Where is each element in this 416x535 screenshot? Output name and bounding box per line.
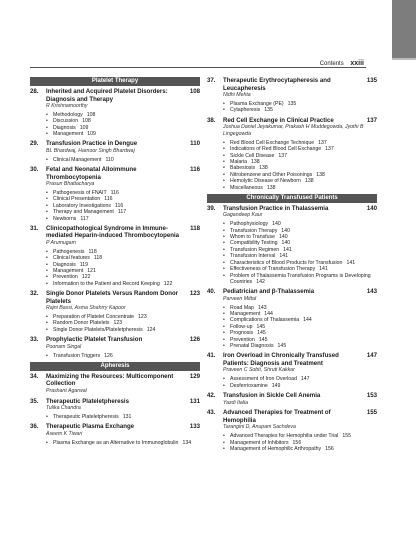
subtopic-title: Assessment of Iron Overload [230,376,297,383]
chapter-number: 30. [30,166,39,174]
subtopic-page: 138 [266,184,276,191]
chapter-page: 137 [366,116,377,124]
subtopic-title: Sickle Cell Disease [230,152,275,159]
chapter-line[interactable] [30,336,200,344]
subtopic-title: Pathogenesis [53,248,85,255]
chapter-line[interactable] [30,373,200,388]
subtopic-title: Preparation of Platelet Concentrate [53,313,135,320]
subtopic-page: 135 [264,107,273,114]
subtopic-title: Cytapheresis [230,107,261,114]
subtopic-title: Random Donor Platelets [53,320,110,327]
subtopic-title: Therapy and Management [53,209,114,216]
subtopic-item[interactable] [223,383,377,389]
subtopic-page: 149 [271,382,281,389]
subtopic-title: Plasma Exchange as an Alternative to Immunoglobulin [53,439,179,446]
chapter-authors: R Krishnamoorthy [46,103,88,109]
subtopic-page: 138 [316,171,325,178]
subtopic-page: 108 [86,111,96,118]
chapter-line[interactable] [207,352,377,367]
subtopic-page: 143 [257,304,267,311]
subtopic-title: Clinical Management [53,156,102,163]
subtopic-item[interactable] [46,353,200,359]
toc-entry[interactable] [30,373,200,395]
subtopic-page: 118 [88,248,97,255]
chapter-page: 155 [366,409,377,417]
chapter-number: 39. [207,204,216,212]
subtopic-title: Malaria [230,158,248,165]
subtopic-item[interactable] [223,446,377,452]
subtopic-page: 141 [279,253,289,260]
chapter-authors: Parveen Mittal [223,295,257,302]
section-heading: Platelet Therapy [30,77,200,86]
subtopic-title: Plasma Exchange (PE) [230,100,284,107]
subtopic-title: Diagnosis [53,261,76,268]
chapter-title[interactable]: Transfusion Practice in Thalassemia [223,204,329,212]
subtopic-page: 155 [342,433,351,440]
subtopic-title: Effectiveness of Transfusion Therapy [230,266,316,273]
subtopic-page: 131 [122,414,132,420]
toc-column-right [207,77,377,455]
section-heading: Chronically Transfused Patients [207,194,377,203]
subtopic-list [207,140,377,191]
chapter-title[interactable]: Inherited and Acquired Platelet Disorders: Diagnosis and Therapy [46,88,168,103]
subtopic-page: 141 [346,259,356,266]
chapter-line[interactable] [207,77,377,92]
subtopic-page: 134 [182,439,192,446]
subtopic-page: 123 [113,320,123,327]
subtopic-title: Newborns [53,215,77,222]
subtopic-page: 140 [281,227,290,234]
subtopic-title: Compatibility Testing [230,240,278,247]
subtopic-page: 123 [138,313,147,320]
chapter-authors: Praveen C Sobti, Shruti Kakkar [223,367,295,374]
subtopic-title: Whom to Transfuse [230,234,275,241]
subtopic-title: Pathophysiology [230,221,269,228]
subtopic-title: Babesiosis [230,165,256,172]
subtopic-title: Road Map [230,304,254,311]
chapter-page: 110 [190,140,200,148]
chapter-number: 42. [207,392,216,400]
subtopic-title: Management of Inhibitors [230,439,289,446]
subtopic-page: 109 [79,124,89,131]
subtopic-page: 110 [105,156,114,163]
chapter-line[interactable] [207,392,377,400]
subtopic-title: Single Donor Platelets/Plateletpheresis [53,326,143,333]
subtopic-title: Information to the Patient and Record Keeping [53,280,160,287]
subtopic-title: Complications of Thalassemia [230,317,300,324]
chapter-page: 118 [190,224,200,232]
subtopic-page: 137 [318,139,327,146]
subtopic-item[interactable] [46,440,200,446]
chapter-title[interactable]: Pediatrician and β-Thalassemia [223,288,315,296]
chapter-title[interactable]: Transfusion in Sickle Cell Anemia [223,392,321,400]
subtopic-page: 140 [278,234,288,241]
subtopic-page: 138 [259,165,268,172]
subtopic-list [207,221,377,285]
chapter-number: 33. [30,336,39,344]
subtopic-title: Prevention [53,274,78,281]
subtopic-title: Transfusion Triggers [53,352,101,359]
toc-entry[interactable] [207,77,377,114]
toc-entry[interactable] [30,336,200,359]
toc-entry[interactable] [30,140,200,163]
subtopic-list [30,249,200,287]
chapter-number: 31. [30,224,39,232]
subtopic-title: Management [230,311,261,318]
subtopic-title: Transfusion Regimen [230,246,280,253]
subtopic-page: 119 [79,261,89,268]
chapter-page: 153 [366,392,377,400]
chapter-page: 123 [189,290,200,298]
chapter-line[interactable] [207,117,377,125]
chapter-line[interactable] [207,205,377,213]
subtopic-title: Pathogenesis of FNAIT [53,189,107,196]
chapter-number: 28. [30,88,39,95]
chapter-number: 35. [30,397,39,405]
subtopic-page: 156 [292,439,302,446]
chapter-title[interactable]: Maximizing the Resources: Multicomponent Collection [46,372,174,388]
subtopic-item[interactable] [46,216,200,222]
subtopic-title: Prognosis [230,330,254,337]
toc-entry[interactable] [30,398,200,421]
chapter-title[interactable]: Iron Overload in Chronically Transfused Patients: Diagnosis and Treatment [223,352,339,367]
chapter-authors: Prashant Agarwal [46,387,87,394]
subtopic-page: 156 [325,445,334,452]
subtopic-page: 118 [93,255,103,262]
toc-entry[interactable] [30,88,200,137]
subtopic-page: 137 [278,152,288,159]
chapter-page: 108 [189,88,200,95]
subtopic-page: 122 [163,280,173,287]
subtopic-page: 141 [283,246,292,253]
subtopic-page: 142 [256,278,265,285]
chapter-authors: Tulika Chandra [46,405,81,412]
chapter-page: 135 [366,77,377,84]
subtopic-page: 109 [87,131,96,138]
subtopic-page: 117 [117,209,127,216]
chapter-line[interactable] [30,225,200,240]
subtopic-title: Management of Hemophilic Arthropathy [230,445,322,452]
chapter-page: 140 [366,204,377,212]
subtopic-page: 117 [80,215,89,222]
subtopic-title: Prevention [230,336,255,343]
chapter-number: 40. [207,288,216,296]
chapter-authors: Yazdi Italia [223,399,248,406]
subtopic-list [30,414,200,420]
header-rule [30,67,366,68]
chapter-number: 37. [207,77,216,84]
subtopic-page: 140 [281,240,291,247]
subtopic-list [30,440,200,446]
chapter-line[interactable] [30,166,200,181]
chapter-page: 126 [189,336,200,344]
subtopic-title: Red Blood Cell Exchange Technique [230,139,315,146]
chapter-line[interactable] [30,140,200,148]
subtopic-list [30,157,200,163]
chapter-title[interactable]: Therapeutic Erythrocytapheresis and Leucapheresis [223,77,331,92]
subtopic-title: Prenatal Diagnosis [230,343,274,350]
section-heading: Apheresis [30,362,200,371]
subtopic-page: 144 [264,311,273,318]
running-header [320,60,364,67]
subtopic-page: 145 [256,323,266,330]
subtopic-list [30,190,200,222]
subtopic-title: Characteristics of Blood Products for Transfusion [230,259,343,266]
subtopic-page: 145 [258,336,268,343]
chapter-title[interactable]: Advanced Therapies for Treatment of Hemophilia [223,409,331,424]
subtopic-title: Advanced Therapies for Hemophilia under Trial [230,433,339,440]
subtopic-page: 108 [82,118,91,125]
subtopic-page: 116 [110,189,119,196]
chapter-number: 38. [207,116,216,124]
subtopic-title: Laboratory Investigations [53,202,111,209]
subtopic-item[interactable] [46,157,200,163]
chapter-title[interactable]: Clinicopathological Syndrome in Immune-mediated Heparin-induced Thrombocytopenia [46,224,180,240]
chapter-number: 43. [207,409,216,417]
subtopic-page: 138 [251,158,260,165]
chapter-title[interactable]: Therapeutic Plateletpheresis [46,397,129,405]
subtopic-page: 135 [287,100,297,107]
header-title: Contents [319,61,344,67]
subtopic-title: Diagnosis [53,124,76,131]
chapter-authors: Prasun Bhattacharya [46,181,95,188]
toc-entry[interactable] [207,392,377,406]
chapter-page: 147 [366,352,377,360]
toc-entry[interactable] [207,205,377,285]
subtopic-item[interactable] [223,107,377,113]
chapter-title[interactable]: Single Donor Platelets Versus Random Donor Platelets [46,290,179,305]
page-edge-tab [392,0,416,58]
subtopic-title: Clinical features [53,255,90,262]
subtopic-item[interactable] [223,273,377,286]
subtopic-title: Clinical Presentation [53,196,101,203]
subtopic-page: 140 [272,221,281,228]
chapter-line[interactable] [30,398,200,406]
chapter-authors: Poonam Singal [46,343,82,350]
chapter-title[interactable]: Fetal and Neonatal Alloimmune Thrombocytopenia [46,166,137,181]
subtopic-title: Therapeutic Plateletpheresis [53,414,119,420]
subtopic-list [207,101,377,114]
subtopic-title: Discussion [53,118,79,125]
subtopic-list [30,353,200,359]
toc-column-left [30,77,200,449]
subtopic-item[interactable] [223,185,377,191]
subtopic-page: 122 [81,274,91,281]
chapter-line[interactable] [207,409,377,424]
subtopic-item[interactable] [223,343,377,349]
subtopic-title: Miscellaneous [230,184,263,191]
toc-entry[interactable] [30,166,200,222]
toc-entry[interactable] [30,225,200,287]
chapter-authors: P Arumugam [46,239,76,246]
chapter-authors: Gagandeep Kaur [223,212,263,219]
subtopic-list [207,433,377,452]
subtopic-item[interactable] [46,281,200,287]
chapter-authors: Rajni Bassi, Asma Shahrry Kapoor [46,305,126,312]
chapter-title[interactable]: Therapeutic Plasma Exchange [46,423,135,431]
subtopic-page: 145 [277,343,287,350]
chapter-page: 143 [366,288,377,296]
subtopic-page: 137 [325,146,334,153]
toc-entry[interactable] [30,423,200,446]
subtopic-page: 145 [257,330,266,337]
subtopic-title: Methodology [53,111,83,118]
toc-entry[interactable] [207,409,377,452]
subtopic-item[interactable] [46,131,200,137]
chapter-number: 29. [30,140,39,148]
chapter-line[interactable] [30,88,200,103]
chapter-number: 41. [207,352,216,360]
chapter-line[interactable] [207,288,377,296]
chapter-page: 116 [190,166,200,174]
subtopic-list [207,376,377,389]
chapter-page: 133 [189,423,200,431]
toc-entry[interactable] [207,117,377,191]
subtopic-page: 121 [87,267,96,274]
subtopic-list [30,112,200,138]
chapter-page: 129 [189,372,200,380]
chapter-page: 131 [189,397,200,405]
chapter-number: 34. [30,372,39,380]
subtopic-title: Transfusion Interval [230,253,276,260]
chapter-authors: Tarangini D, Anupam Sachdeva [223,424,296,431]
toc-entry[interactable] [207,288,377,349]
subtopic-item[interactable] [46,414,200,420]
subtopic-page: 124 [146,326,156,333]
subtopic-title: Desferrioxamine [230,382,268,389]
subtopic-page: 144 [303,317,312,324]
subtopic-title: Transfusion Therapy [230,227,278,234]
chapter-title[interactable]: Prophylactic Platelet Transfusion [46,336,143,344]
subtopic-list [30,314,200,333]
subtopic-page: 116 [114,202,124,209]
subtopic-page: 141 [319,266,328,273]
chapter-title[interactable]: Transfusion Practice in Dengue [46,140,138,148]
chapter-number: 36. [30,423,39,431]
subtopic-title: Problem of Thalassemia Transfusion Programs is Developing Countries [230,272,371,285]
subtopic-list [207,305,377,350]
subtopic-title: Management [53,267,84,274]
subtopic-page: 116 [104,196,113,203]
subtopic-page: 138 [304,178,314,185]
chapter-authors: Joshua Daniel Jeyakumar, Prakash H Muddegowda, Jyothi B Lingegowda [223,124,364,137]
chapter-title[interactable]: Red Cell Exchange in Clinical Practice [223,116,334,124]
chapter-number: 32. [30,290,39,298]
chapter-line[interactable] [30,290,200,305]
chapter-line[interactable] [30,423,200,431]
header-page-number: xxiii [350,60,364,67]
subtopic-title: Management [53,131,84,138]
toc-entry[interactable] [30,290,200,333]
chapter-authors: Aseem K Tiwari [46,430,83,437]
chapter-authors: BL Bhardwaj, Harnoor Singh Bhardwaj [46,147,135,154]
subtopic-title: Follow-up [230,323,253,330]
subtopic-page: 126 [104,352,113,359]
subtopic-title: Indications of Red Blood Cell Exchange [230,146,322,153]
subtopic-item[interactable] [46,327,200,333]
subtopic-title: Hemolytic Disease of Newborn [230,178,301,185]
toc-entry[interactable] [207,352,377,389]
subtopic-title: Nitrobenzene and Other Poisonings [230,171,313,178]
subtopic-page: 147 [300,376,310,383]
chapter-authors: Nidhi Mehta [223,92,251,98]
